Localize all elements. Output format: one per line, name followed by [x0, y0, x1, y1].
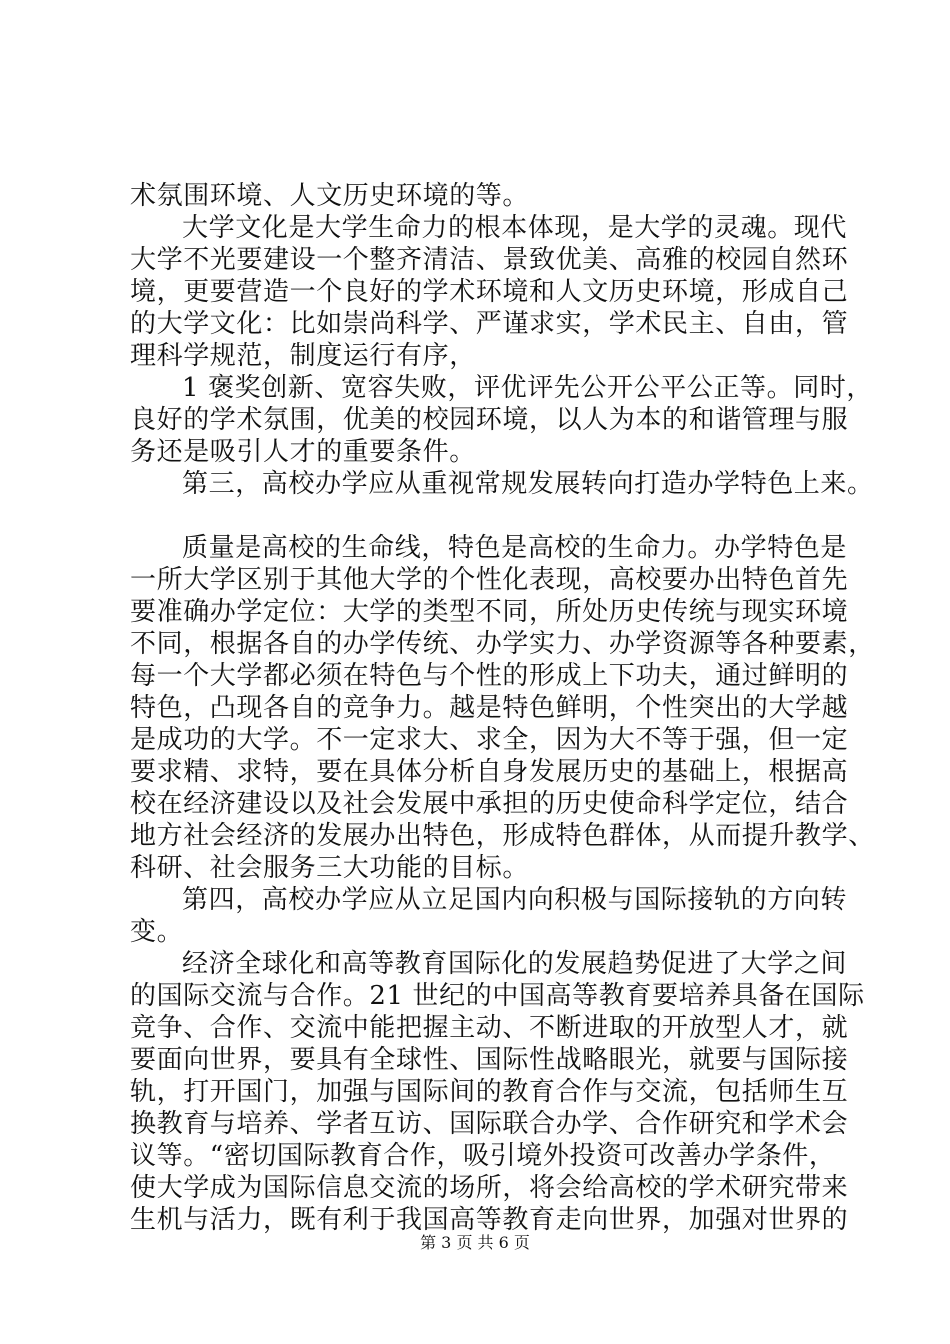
- page-footer: [0, 1233, 950, 1253]
- text-line: 校在经济建设以及社会发展中承担的历史使命科学定位，结合: [130, 789, 849, 819]
- page-number-label: 第 3 页 共 6 页: [420, 1233, 530, 1252]
- text-line: 要面向世界，要具有全球性、国际性战略眼光，就要与国际接: [130, 1045, 849, 1075]
- paragraph-start-line: 经济全球化和高等教育国际化的发展趋势促进了大学之间: [182, 949, 848, 979]
- text-line: 理科学规范，制度运行有序，: [130, 341, 476, 371]
- text-line: 要求精、求特，要在具体分析自身发展历史的基础上，根据高: [130, 757, 849, 787]
- text-line: 良好的学术氛围，优美的校园环境，以人为本的和谐管理与服: [130, 405, 849, 435]
- text-line: 地方社会经济的发展办出特色，形成特色群体，从而提升教学、: [130, 821, 875, 851]
- paragraph-gap: [130, 500, 830, 532]
- section-heading-fourth: 第四，高校办学应从立足国内向积极与国际接轨的方向转: [182, 885, 848, 915]
- text-line: 的大学文化：比如崇尚科学、严谨求实，学术民主、自由，管: [130, 309, 849, 339]
- text-line: 使大学成为国际信息交流的场所，将会给高校的学术研究带来: [130, 1173, 849, 1203]
- text-line: 议等。“密切国际教育合作，吸引境外投资可改善办学条件，: [130, 1141, 836, 1171]
- text-line: 境，更要营造一个良好的学术环境和人文历史环境，形成自己: [130, 277, 849, 307]
- text-line: 不同，根据各自的办学传统、办学实力、办学资源等各种要素，: [130, 629, 875, 659]
- text-line: 生机与活力，既有利于我国高等教育走向世界，加强对世界的: [130, 1205, 849, 1235]
- paragraph-start-line: 大学文化是大学生命力的根本体现，是大学的灵魂。现代: [182, 213, 848, 243]
- text-line: 特色，凸现各自的竞争力。越是特色鲜明，个性突出的大学越: [130, 693, 849, 723]
- text-line: 务还是吸引人才的重要条件。: [130, 437, 476, 467]
- text-line: 要准确办学定位：大学的类型不同，所处历史传统与现实环境: [130, 597, 849, 627]
- text-line: 换教育与培养、学者互访、国际联合办学、合作研究和学术会: [130, 1109, 849, 1139]
- section-heading-third: 第三，高校办学应从重视常规发展转向打造办学特色上来。: [182, 469, 874, 499]
- text-line: 大学不光要建设一个整齐清洁、景致优美、高雅的校园自然环: [130, 245, 849, 275]
- text-line: 竞争、合作、交流中能把握主动、不断进取的开放型人才，就: [130, 1013, 849, 1043]
- paragraph-start-line: 质量是高校的生命线，特色是高校的生命力。办学特色是: [182, 533, 848, 563]
- text-line: 科研、社会服务三大功能的目标。: [130, 853, 530, 883]
- text-line: 轨，打开国门，加强与国际间的教育合作与交流，包括师生互: [130, 1077, 849, 1107]
- text-line: 的国际交流与合作。21 世纪的中国高等教育要培养具备在国际: [130, 981, 865, 1011]
- document-body: [130, 180, 875, 1236]
- text-line: 变。: [130, 917, 184, 947]
- text-line: 一所大学区别于其他大学的个性化表现，高校要办出特色首先: [130, 565, 849, 595]
- text-line: 每一个大学都必须在特色与个性的形成上下功夫，通过鲜明的: [130, 661, 849, 691]
- text-line: 术氛围环境、人文历史环境的等。: [130, 181, 530, 211]
- paragraph-start-line: 1 褒奖创新、宽容失败，评优评先公开公平公正等。同时，: [182, 373, 874, 403]
- text-line: 是成功的大学。不一定求大、求全，因为大不等于强，但一定: [130, 725, 849, 755]
